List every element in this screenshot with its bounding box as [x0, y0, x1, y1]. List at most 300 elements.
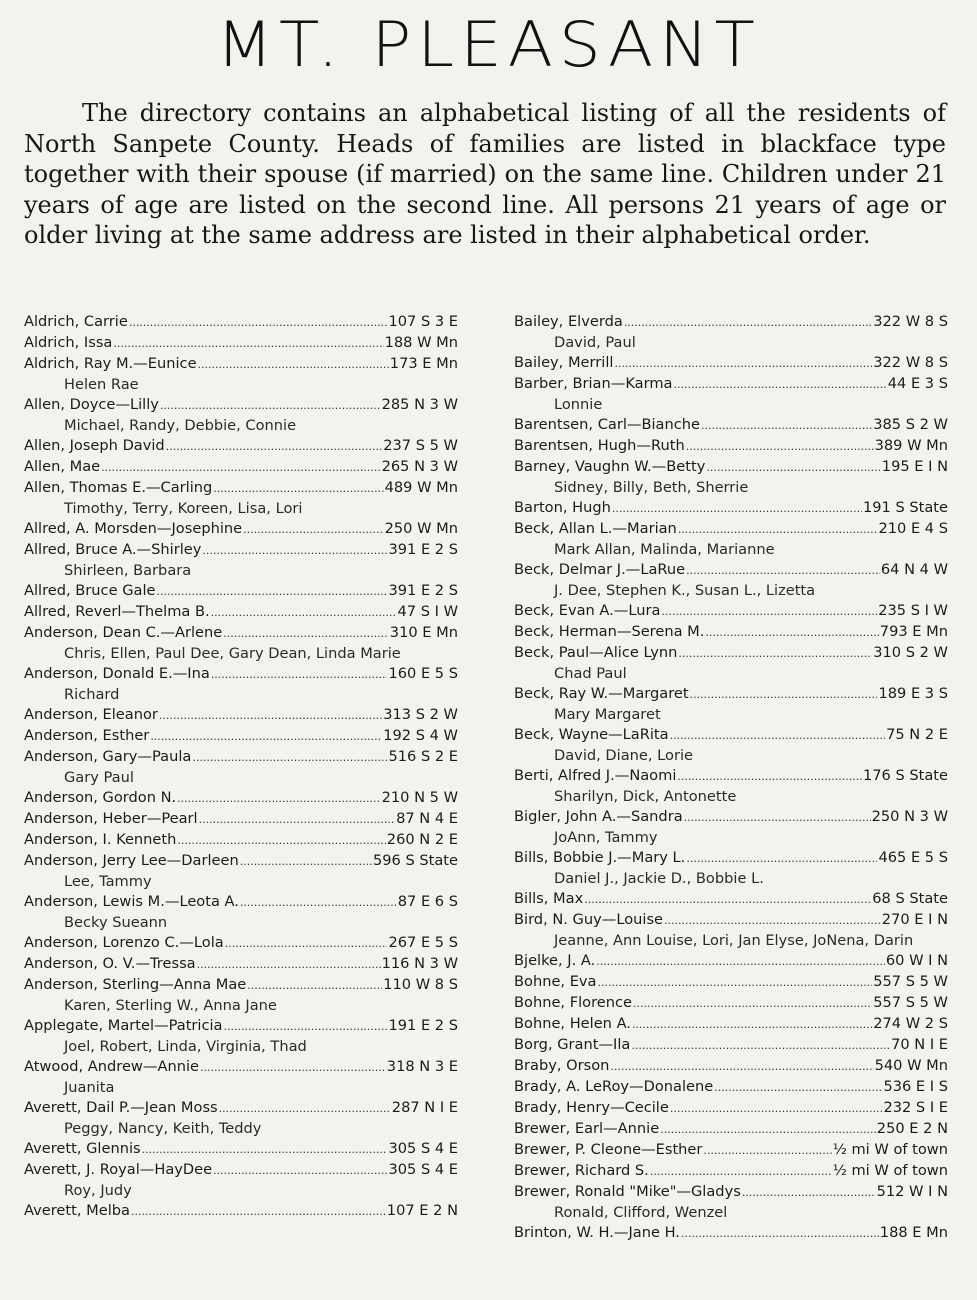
directory-entry-row	[514, 910, 948, 931]
dot-leader	[670, 725, 886, 746]
resident-address: 267 E 5 S	[388, 934, 458, 951]
directory-entry	[24, 830, 458, 851]
dot-leader	[192, 747, 387, 768]
directory-entry	[514, 972, 948, 993]
dot-leader	[664, 910, 881, 931]
resident-name: Beck, Ray W.—Margaret	[514, 685, 689, 702]
resident-name: Applegate, Martel—Patricia	[24, 1017, 223, 1034]
directory-entry-row	[514, 1077, 948, 1098]
resident-address: 310 S 2 W	[873, 644, 948, 661]
resident-name: Anderson, Dean C.—Arlene	[24, 624, 223, 641]
dot-leader	[681, 1223, 879, 1244]
directory-entry-row	[24, 540, 458, 561]
directory-entry-row	[514, 601, 948, 622]
dot-leader	[159, 705, 382, 726]
children-names: Richard	[64, 686, 120, 703]
directory-entry	[24, 457, 458, 478]
dot-leader	[690, 684, 878, 705]
directory-entry-row	[24, 1016, 458, 1037]
dot-leader	[240, 892, 397, 913]
dot-leader	[211, 664, 388, 685]
directory-entry	[514, 622, 948, 643]
dot-leader	[674, 374, 887, 395]
directory-entry	[24, 747, 458, 788]
directory-entry	[514, 374, 948, 415]
resident-name: Averett, Glennis	[24, 1140, 141, 1157]
resident-name: Beck, Evan A.—Lura	[514, 602, 661, 619]
directory-entry	[514, 1119, 948, 1140]
directory-entry	[514, 889, 948, 910]
children-names: Sidney, Billy, Beth, Sherrie	[554, 479, 749, 496]
children-names: J. Dee, Stephen K., Susan L., Lizetta	[554, 582, 816, 599]
directory-entry	[24, 333, 458, 354]
dot-leader	[678, 643, 872, 664]
resident-name: Allen, Joseph David	[24, 437, 165, 454]
resident-address: 210 N 5 W	[381, 789, 458, 806]
resident-name: Anderson, Lorenzo C.—Lola	[24, 934, 224, 951]
resident-name: Aldrich, Carrie	[24, 313, 128, 330]
resident-name: Brewer, Ronald "Mike"—Gladys	[514, 1183, 741, 1200]
children-names: Timothy, Terry, Koreen, Lisa, Lori	[64, 500, 303, 517]
directory-entry-row	[514, 622, 948, 643]
resident-name: Brewer, P. Cleone—Esther	[514, 1141, 703, 1158]
directory-entry	[514, 1014, 948, 1035]
directory-entry-row	[514, 807, 948, 828]
resident-name: Anderson, Gary—Paula	[24, 748, 192, 765]
resident-name: Averett, Dail P.—Jean Moss	[24, 1099, 218, 1116]
directory-entry	[514, 1182, 948, 1223]
dot-leader	[160, 395, 381, 416]
directory-entry	[24, 788, 458, 809]
resident-name: Anderson, Eleanor	[24, 706, 158, 723]
intro-paragraph: The directory contains an alphabetical listing of all the residents of North Sanpete County. Heads of families are listed in blackface type together with their spouse (if married) on the same line. Children under 21 years of age are listed on the second line. All persons 21 years of age or older living at the same address are listed in their alphabetical order.	[24, 99, 946, 249]
resident-address: 250 E 2 N	[876, 1120, 948, 1137]
directory-entry	[514, 312, 948, 353]
dot-leader	[705, 622, 878, 643]
dot-leader	[213, 478, 383, 499]
resident-address: 235 S I W	[878, 602, 948, 619]
resident-address: 274 W 2 S	[873, 1015, 948, 1032]
directory-entry	[24, 354, 458, 395]
directory-entry-row	[24, 581, 458, 602]
dot-leader	[177, 788, 380, 809]
children-names: Daniel J., Jackie D., Bobbie L.	[554, 870, 764, 887]
resident-address: 191 S State	[862, 499, 948, 516]
dot-leader	[223, 623, 389, 644]
dot-leader	[247, 975, 382, 996]
dot-leader	[584, 889, 871, 910]
resident-name: Averett, Melba	[24, 1202, 130, 1219]
directory-entry-row	[514, 684, 948, 705]
dot-leader	[631, 1035, 890, 1056]
resident-name: Brewer, Richard S.	[514, 1162, 649, 1179]
directory-entry-row	[514, 725, 948, 746]
resident-name: Bills, Bobbie J.—Mary L.	[514, 849, 686, 866]
resident-address: 512 W I N	[876, 1183, 948, 1200]
dot-leader	[129, 312, 388, 333]
resident-name: Anderson, Jerry Lee—Darleen	[24, 852, 239, 869]
resident-address: 188 W Mn	[384, 334, 458, 351]
directory-entry	[514, 1223, 948, 1244]
directory-entry	[24, 809, 458, 830]
dot-leader	[101, 457, 380, 478]
resident-address: 310 E Mn	[389, 624, 458, 641]
directory-entry	[514, 725, 948, 766]
directory-left-column	[24, 312, 458, 1222]
directory-entry	[24, 395, 458, 436]
dot-leader	[131, 1201, 386, 1222]
dot-leader	[198, 354, 389, 375]
resident-address: 557 S 5 W	[873, 973, 948, 990]
directory-entry	[24, 602, 458, 623]
children-names: Chad Paul	[554, 665, 627, 682]
resident-address: 173 E Mn	[389, 355, 458, 372]
dot-leader	[686, 436, 874, 457]
resident-name: Allen, Mae	[24, 458, 101, 475]
directory-entry	[514, 353, 948, 374]
directory-entry	[514, 1056, 948, 1077]
resident-address: 195 E I N	[881, 458, 948, 475]
resident-name: Barney, Vaughn W.—Betty	[514, 458, 706, 475]
dot-leader	[714, 1077, 882, 1098]
dot-leader	[632, 1014, 872, 1035]
directory-entry-row	[24, 809, 458, 830]
resident-address: 536 E I S	[883, 1078, 948, 1095]
dot-leader	[219, 1098, 391, 1119]
resident-address: 596 S State	[372, 852, 458, 869]
resident-name: Anderson, O. V.—Tressa	[24, 955, 196, 972]
directory-entry	[24, 540, 458, 581]
directory-entry	[24, 1016, 458, 1057]
directory-entry	[514, 848, 948, 889]
dot-leader	[677, 766, 862, 787]
directory-entry-row	[514, 560, 948, 581]
dot-leader	[197, 954, 381, 975]
dot-leader	[142, 1139, 388, 1160]
resident-address: 322 W 8 S	[873, 313, 948, 330]
directory-entry-row	[24, 478, 458, 499]
resident-name: Anderson, Heber—Pearl	[24, 810, 198, 827]
dot-leader	[684, 807, 871, 828]
directory-entry	[514, 415, 948, 436]
resident-address: 305 S 4 E	[388, 1140, 458, 1157]
directory-entry	[24, 1098, 458, 1139]
directory-entry	[24, 705, 458, 726]
resident-name: Beck, Allan L.—Marian	[514, 520, 677, 537]
children-names: Roy, Judy	[64, 1182, 132, 1199]
directory-entry	[24, 1139, 458, 1160]
directory-entry	[24, 933, 458, 954]
directory-entry	[514, 910, 948, 951]
dot-leader	[213, 1160, 387, 1181]
dot-leader	[706, 457, 880, 478]
resident-address: 232 S I E	[883, 1099, 948, 1116]
resident-name: Beck, Wayne—LaRita	[514, 726, 669, 743]
children-names: David, Paul	[554, 334, 636, 351]
directory-entry-row	[514, 415, 948, 436]
children-names: Jeanne, Ann Louise, Lori, Jan Elyse, JoNena, Darin	[554, 932, 914, 949]
resident-address: 318 N 3 E	[386, 1058, 458, 1075]
directory-entry-row	[24, 519, 458, 540]
directory-entry	[24, 1201, 458, 1222]
directory-entry-row	[514, 848, 948, 869]
directory-entry	[24, 726, 458, 747]
resident-address: 250 W Mn	[384, 520, 458, 537]
resident-address: 391 E 2 S	[388, 582, 458, 599]
resident-name: Brady, A. LeRoy—Donalene	[514, 1078, 714, 1095]
directory-entry-row	[24, 457, 458, 478]
dot-leader	[612, 498, 862, 519]
directory-entry	[24, 623, 458, 664]
dot-leader	[610, 1056, 873, 1077]
dot-leader	[624, 312, 872, 333]
resident-address: 160 E 5 S	[388, 665, 458, 682]
dot-leader	[224, 1016, 388, 1037]
directory-entry-row	[24, 830, 458, 851]
resident-address: 305 S 4 E	[388, 1161, 458, 1178]
resident-name: Atwood, Andrew—Annie	[24, 1058, 199, 1075]
resident-address: 260 N 2 E	[386, 831, 458, 848]
resident-address: 87 E 6 S	[397, 893, 458, 910]
directory-entry	[24, 581, 458, 602]
directory-entry	[514, 498, 948, 519]
directory-entry-row	[514, 519, 948, 540]
dot-leader	[670, 1098, 883, 1119]
resident-name: Aldrich, Issa	[24, 334, 113, 351]
directory-entry	[514, 766, 948, 807]
resident-address: 60 W I N	[885, 952, 948, 969]
resident-address: 287 N I E	[391, 1099, 458, 1116]
dot-leader	[661, 601, 877, 622]
resident-address: 47 S I W	[397, 603, 458, 620]
resident-address: 107 E 2 N	[386, 1202, 458, 1219]
page-title: MT. PLEASANT	[216, 7, 761, 82]
directory-entry	[514, 951, 948, 972]
directory-entry-row	[24, 1098, 458, 1119]
directory-entry	[514, 519, 948, 560]
directory-entry-row	[514, 1161, 948, 1182]
resident-address: 107 S 3 E	[388, 313, 458, 330]
dot-leader	[660, 1119, 876, 1140]
resident-name: Beck, Herman—Serena M.	[514, 623, 705, 640]
children-names: JoAnn, Tammy	[554, 829, 658, 846]
resident-name: Anderson, Sterling—Anna Mae	[24, 976, 247, 993]
resident-name: Brewer, Earl—Annie	[514, 1120, 660, 1137]
directory-entry	[514, 436, 948, 457]
children-names: Shirleen, Barbara	[64, 562, 192, 579]
directory-entry-row	[24, 1160, 458, 1181]
resident-name: Allen, Thomas E.—Carling	[24, 479, 213, 496]
dot-leader	[650, 1161, 832, 1182]
dot-leader	[150, 726, 382, 747]
directory-entry-row	[24, 747, 458, 768]
directory-entry-row	[514, 436, 948, 457]
dot-leader	[614, 353, 872, 374]
directory-entry-row	[514, 993, 948, 1014]
children-names: Chris, Ellen, Paul Dee, Gary Dean, Linda Marie	[64, 645, 401, 662]
resident-name: Averett, J. Royal—HayDee	[24, 1161, 213, 1178]
children-names: Lonnie	[554, 396, 603, 413]
directory-entry	[24, 851, 458, 892]
resident-address: ½ mi W of town	[832, 1162, 948, 1179]
directory-entry	[24, 1057, 458, 1098]
dot-leader	[199, 809, 395, 830]
children-names: Gary Paul	[64, 769, 134, 786]
resident-address: 70 N I E	[891, 1036, 948, 1053]
resident-name: Anderson, Esther	[24, 727, 150, 744]
directory-entry	[514, 807, 948, 848]
resident-address: 237 S 5 W	[383, 437, 458, 454]
resident-name: Anderson, I. Kenneth	[24, 831, 177, 848]
children-names: Lee, Tammy	[64, 873, 152, 890]
children-names: Juanita	[64, 1079, 115, 1096]
directory-entry-row	[24, 788, 458, 809]
directory-entry	[24, 892, 458, 933]
resident-address: 270 E I N	[881, 911, 948, 928]
resident-address: 391 E 2 S	[388, 541, 458, 558]
resident-name: Allen, Doyce—Lilly	[24, 396, 159, 413]
resident-address: 285 N 3 W	[381, 396, 458, 413]
directory-entry-row	[514, 353, 948, 374]
directory-entry-row	[24, 395, 458, 416]
resident-name: Barentsen, Hugh—Ruth	[514, 437, 685, 454]
dot-leader	[200, 1057, 386, 1078]
resident-name: Barber, Brian—Karma	[514, 375, 673, 392]
resident-address: 489 W Mn	[384, 479, 458, 496]
directory-entry-row	[514, 312, 948, 333]
directory-entry	[514, 457, 948, 498]
dot-leader	[211, 602, 397, 623]
resident-name: Anderson, Lewis M.—Leota A.	[24, 893, 239, 910]
dot-leader	[225, 933, 388, 954]
directory-entry-row	[514, 1098, 948, 1119]
resident-address: 250 N 3 W	[871, 808, 948, 825]
directory-entry-row	[514, 889, 948, 910]
dot-leader	[742, 1182, 876, 1203]
resident-address: 516 S 2 E	[388, 748, 458, 765]
directory-entry-row	[24, 436, 458, 457]
directory-entry-row	[24, 892, 458, 913]
dot-leader	[596, 951, 885, 972]
resident-name: Bailey, Merrill	[514, 354, 614, 371]
children-names: Joel, Robert, Linda, Virginia, Thad	[64, 1038, 307, 1055]
resident-name: Anderson, Donald E.—Ina	[24, 665, 210, 682]
resident-name: Berti, Alfred J.—Naomi	[514, 767, 677, 784]
directory-entry	[514, 1161, 948, 1182]
resident-address: 188 E Mn	[879, 1224, 948, 1241]
directory-entry-row	[24, 664, 458, 685]
resident-name: Bjelke, J. A.	[514, 952, 596, 969]
resident-name: Bohne, Florence	[514, 994, 632, 1011]
directory-entry	[24, 954, 458, 975]
resident-address: 192 S 4 W	[383, 727, 458, 744]
resident-address: 68 S State	[872, 890, 948, 907]
resident-address: 389 W Mn	[874, 437, 948, 454]
resident-name: Allred, Bruce A.—Shirley	[24, 541, 202, 558]
dot-leader	[243, 519, 383, 540]
directory-entry-row	[514, 1140, 948, 1161]
dot-leader	[240, 851, 372, 872]
resident-name: Braby, Orson	[514, 1057, 610, 1074]
directory-right-column	[514, 312, 948, 1244]
children-names: David, Diane, Lorie	[554, 747, 693, 764]
directory-entry-row	[24, 1057, 458, 1078]
resident-address: 465 E 5 S	[878, 849, 948, 866]
children-names: Mark Allan, Malinda, Marianne	[554, 541, 775, 558]
children-names: Helen Rae	[64, 376, 139, 393]
directory-entry-row	[514, 1182, 948, 1203]
resident-address: 176 S State	[862, 767, 948, 784]
resident-address: 210 E 4 S	[878, 520, 948, 537]
directory-entry	[514, 1140, 948, 1161]
resident-name: Anderson, Gordon N.	[24, 789, 177, 806]
resident-address: 116 N 3 W	[381, 955, 458, 972]
dot-leader	[686, 560, 880, 581]
directory-entry-row	[24, 602, 458, 623]
resident-address: 557 S 5 W	[873, 994, 948, 1011]
dot-leader	[633, 993, 872, 1014]
resident-name: Allred, A. Morsden—Josephine	[24, 520, 243, 537]
resident-name: Barentsen, Carl—Bianche	[514, 416, 700, 433]
directory-entry-row	[514, 1014, 948, 1035]
dot-leader	[686, 848, 877, 869]
resident-name: Allred, Bruce Gale	[24, 582, 156, 599]
resident-name: Bailey, Elverda	[514, 313, 623, 330]
resident-address: 44 E 3 S	[887, 375, 948, 392]
directory-entry-row	[24, 975, 458, 996]
directory-entry	[24, 436, 458, 457]
directory-entry-row	[24, 851, 458, 872]
directory-entry-row	[24, 623, 458, 644]
resident-name: Beck, Delmar J.—LaRue	[514, 561, 686, 578]
resident-name: Brady, Henry—Cecile	[514, 1099, 669, 1116]
directory-entry	[514, 993, 948, 1014]
resident-address: 265 N 3 W	[381, 458, 458, 475]
directory-entry-row	[514, 1119, 948, 1140]
dot-leader	[113, 333, 383, 354]
directory-entry-row	[24, 705, 458, 726]
directory-entry-row	[514, 374, 948, 395]
directory-entry-row	[24, 933, 458, 954]
dot-leader	[202, 540, 387, 561]
dot-leader	[678, 519, 878, 540]
children-names: Michael, Randy, Debbie, Connie	[64, 417, 297, 434]
resident-address: 87 N 4 E	[396, 810, 458, 827]
resident-name: Barton, Hugh	[514, 499, 611, 516]
directory-entry-row	[24, 333, 458, 354]
resident-name: Bird, N. Guy—Louise	[514, 911, 664, 928]
resident-address: 793 E Mn	[879, 623, 948, 640]
resident-name: Allred, Reverl—Thelma B.	[24, 603, 210, 620]
resident-address: 110 W 8 S	[383, 976, 458, 993]
directory-entry-row	[24, 1201, 458, 1222]
directory-entry-row	[514, 951, 948, 972]
dot-leader	[703, 1140, 831, 1161]
dot-leader	[177, 830, 385, 851]
resident-name: Bills, Max	[514, 890, 584, 907]
directory-entry-row	[24, 954, 458, 975]
directory-entry-row	[24, 354, 458, 375]
directory-entry	[514, 1098, 948, 1119]
directory-entry-row	[514, 1056, 948, 1077]
children-names: Peggy, Nancy, Keith, Teddy	[64, 1120, 262, 1137]
resident-address: 75 N 2 E	[886, 726, 948, 743]
directory-entry	[24, 664, 458, 705]
resident-address: 189 E 3 S	[878, 685, 948, 702]
directory-entry-row	[514, 1035, 948, 1056]
directory-entry	[514, 684, 948, 725]
directory-entry	[514, 1077, 948, 1098]
